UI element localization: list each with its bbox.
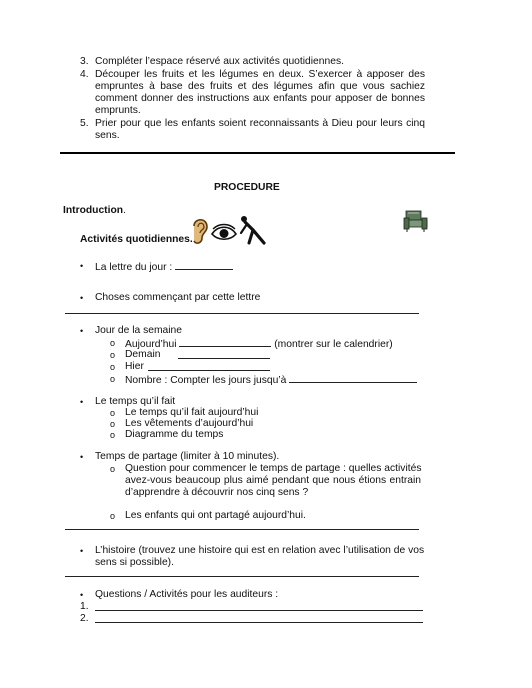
item-number: 5. <box>80 118 89 129</box>
objective-text: emprunts. <box>95 105 141 116</box>
story: L’histoire (trouvez une histoire qui est en relation avec l’utilisation de vos <box>95 545 425 556</box>
todays-clothes: Les vêtements d’aujourd’hui <box>125 418 254 429</box>
section-divider <box>60 152 455 154</box>
write-line[interactable] <box>65 576 419 577</box>
objective-text: comment donner des instructions aux enfants pour apposer de bonnes <box>95 93 425 104</box>
item-number: 3. <box>80 56 89 67</box>
bullet-glyph: • <box>80 590 84 600</box>
objective-text: sens. <box>95 130 120 141</box>
sub-bullet-glyph: o <box>110 374 116 384</box>
write-line[interactable] <box>95 610 423 611</box>
sub-bullet-glyph: o <box>110 430 116 440</box>
stretching-figure-icon <box>238 214 268 246</box>
question-number: 2. <box>80 613 89 624</box>
introduction-label: Introduction. <box>63 205 126 216</box>
write-line[interactable] <box>95 622 423 623</box>
ear-icon <box>190 216 210 246</box>
weekday: Jour de la semaine <box>95 325 183 336</box>
sub-bullet-glyph: o <box>110 419 116 429</box>
count-days: Nombre : Compter les jours jusqu’à <box>125 373 417 387</box>
daily-activities-title: Activités quotidiennes. <box>80 234 193 245</box>
sub-bullet-glyph: o <box>110 511 116 521</box>
bullet-glyph: • <box>80 261 84 271</box>
objective-text: empruntes à base des fruits et des légumes afin que vous sachiez <box>95 81 425 92</box>
bullet-glyph: • <box>80 397 84 407</box>
objective-text: Compléter l’espace réservé aux activités quotidiennes. <box>95 56 344 67</box>
tomorrow-blank[interactable] <box>178 349 270 359</box>
things-starting-with-letter: Choses commençant par cette lettre <box>95 292 261 303</box>
sharing-question: d’apprendre à découvrir nos cinq sens ? <box>125 487 309 498</box>
sub-bullet-glyph: o <box>110 338 116 348</box>
weather-diagram: Diagramme du temps <box>125 429 224 440</box>
sub-bullet-glyph: o <box>110 350 116 360</box>
item-number: 4. <box>80 69 89 80</box>
sub-bullet-glyph: o <box>110 362 116 372</box>
story: sens si possible). <box>95 557 174 568</box>
write-line[interactable] <box>65 313 419 314</box>
question-number: 1. <box>80 601 89 612</box>
yesterday-blank[interactable] <box>148 361 270 371</box>
letter-of-day: La lettre du jour : <box>95 260 233 274</box>
tomorrow: Demain <box>125 349 161 360</box>
bullet-glyph: • <box>80 326 84 336</box>
weather-today: Le temps qu’il fait aujourd’hui <box>125 407 259 418</box>
today-blank[interactable] <box>179 337 271 347</box>
sharing-question: Question pour commencer le temps de partage : quelles activités <box>125 463 422 474</box>
count-days-blank[interactable] <box>289 373 417 383</box>
listener-questions: Questions / Activités pour les auditeurs : <box>95 589 279 600</box>
sharing-question: avez-vous beaucoup plus aimé pendant que nous étions entrain <box>125 475 421 486</box>
eye-icon <box>210 223 238 243</box>
bullet-glyph: • <box>80 293 84 303</box>
sub-bullet-glyph: o <box>110 464 116 474</box>
bullet-glyph: • <box>80 452 84 462</box>
armchair-icon <box>403 209 429 233</box>
bullet-glyph: • <box>80 546 84 556</box>
today: Aujourd’hui (montrer sur le calendrier) <box>125 339 393 350</box>
objective-text: Découper les fruits et les légumes en deux. S’exercer à apposer des <box>95 69 425 80</box>
sharing-time: Temps de partage (limiter à 10 minutes). <box>95 451 280 462</box>
letter-blank[interactable] <box>175 260 233 270</box>
yesterday: Hier <box>125 361 144 372</box>
sub-bullet-glyph: o <box>110 408 116 418</box>
procedure-title: PROCEDURE <box>214 182 280 193</box>
objective-text: Prier pour que les enfants soient reconnaissants à Dieu pour leurs cinq <box>95 118 425 129</box>
weather: Le temps qu’il fait <box>95 396 176 407</box>
write-line[interactable] <box>65 529 419 530</box>
children-who-shared: Les enfants qui ont partagé aujourd’hui. <box>125 510 306 521</box>
